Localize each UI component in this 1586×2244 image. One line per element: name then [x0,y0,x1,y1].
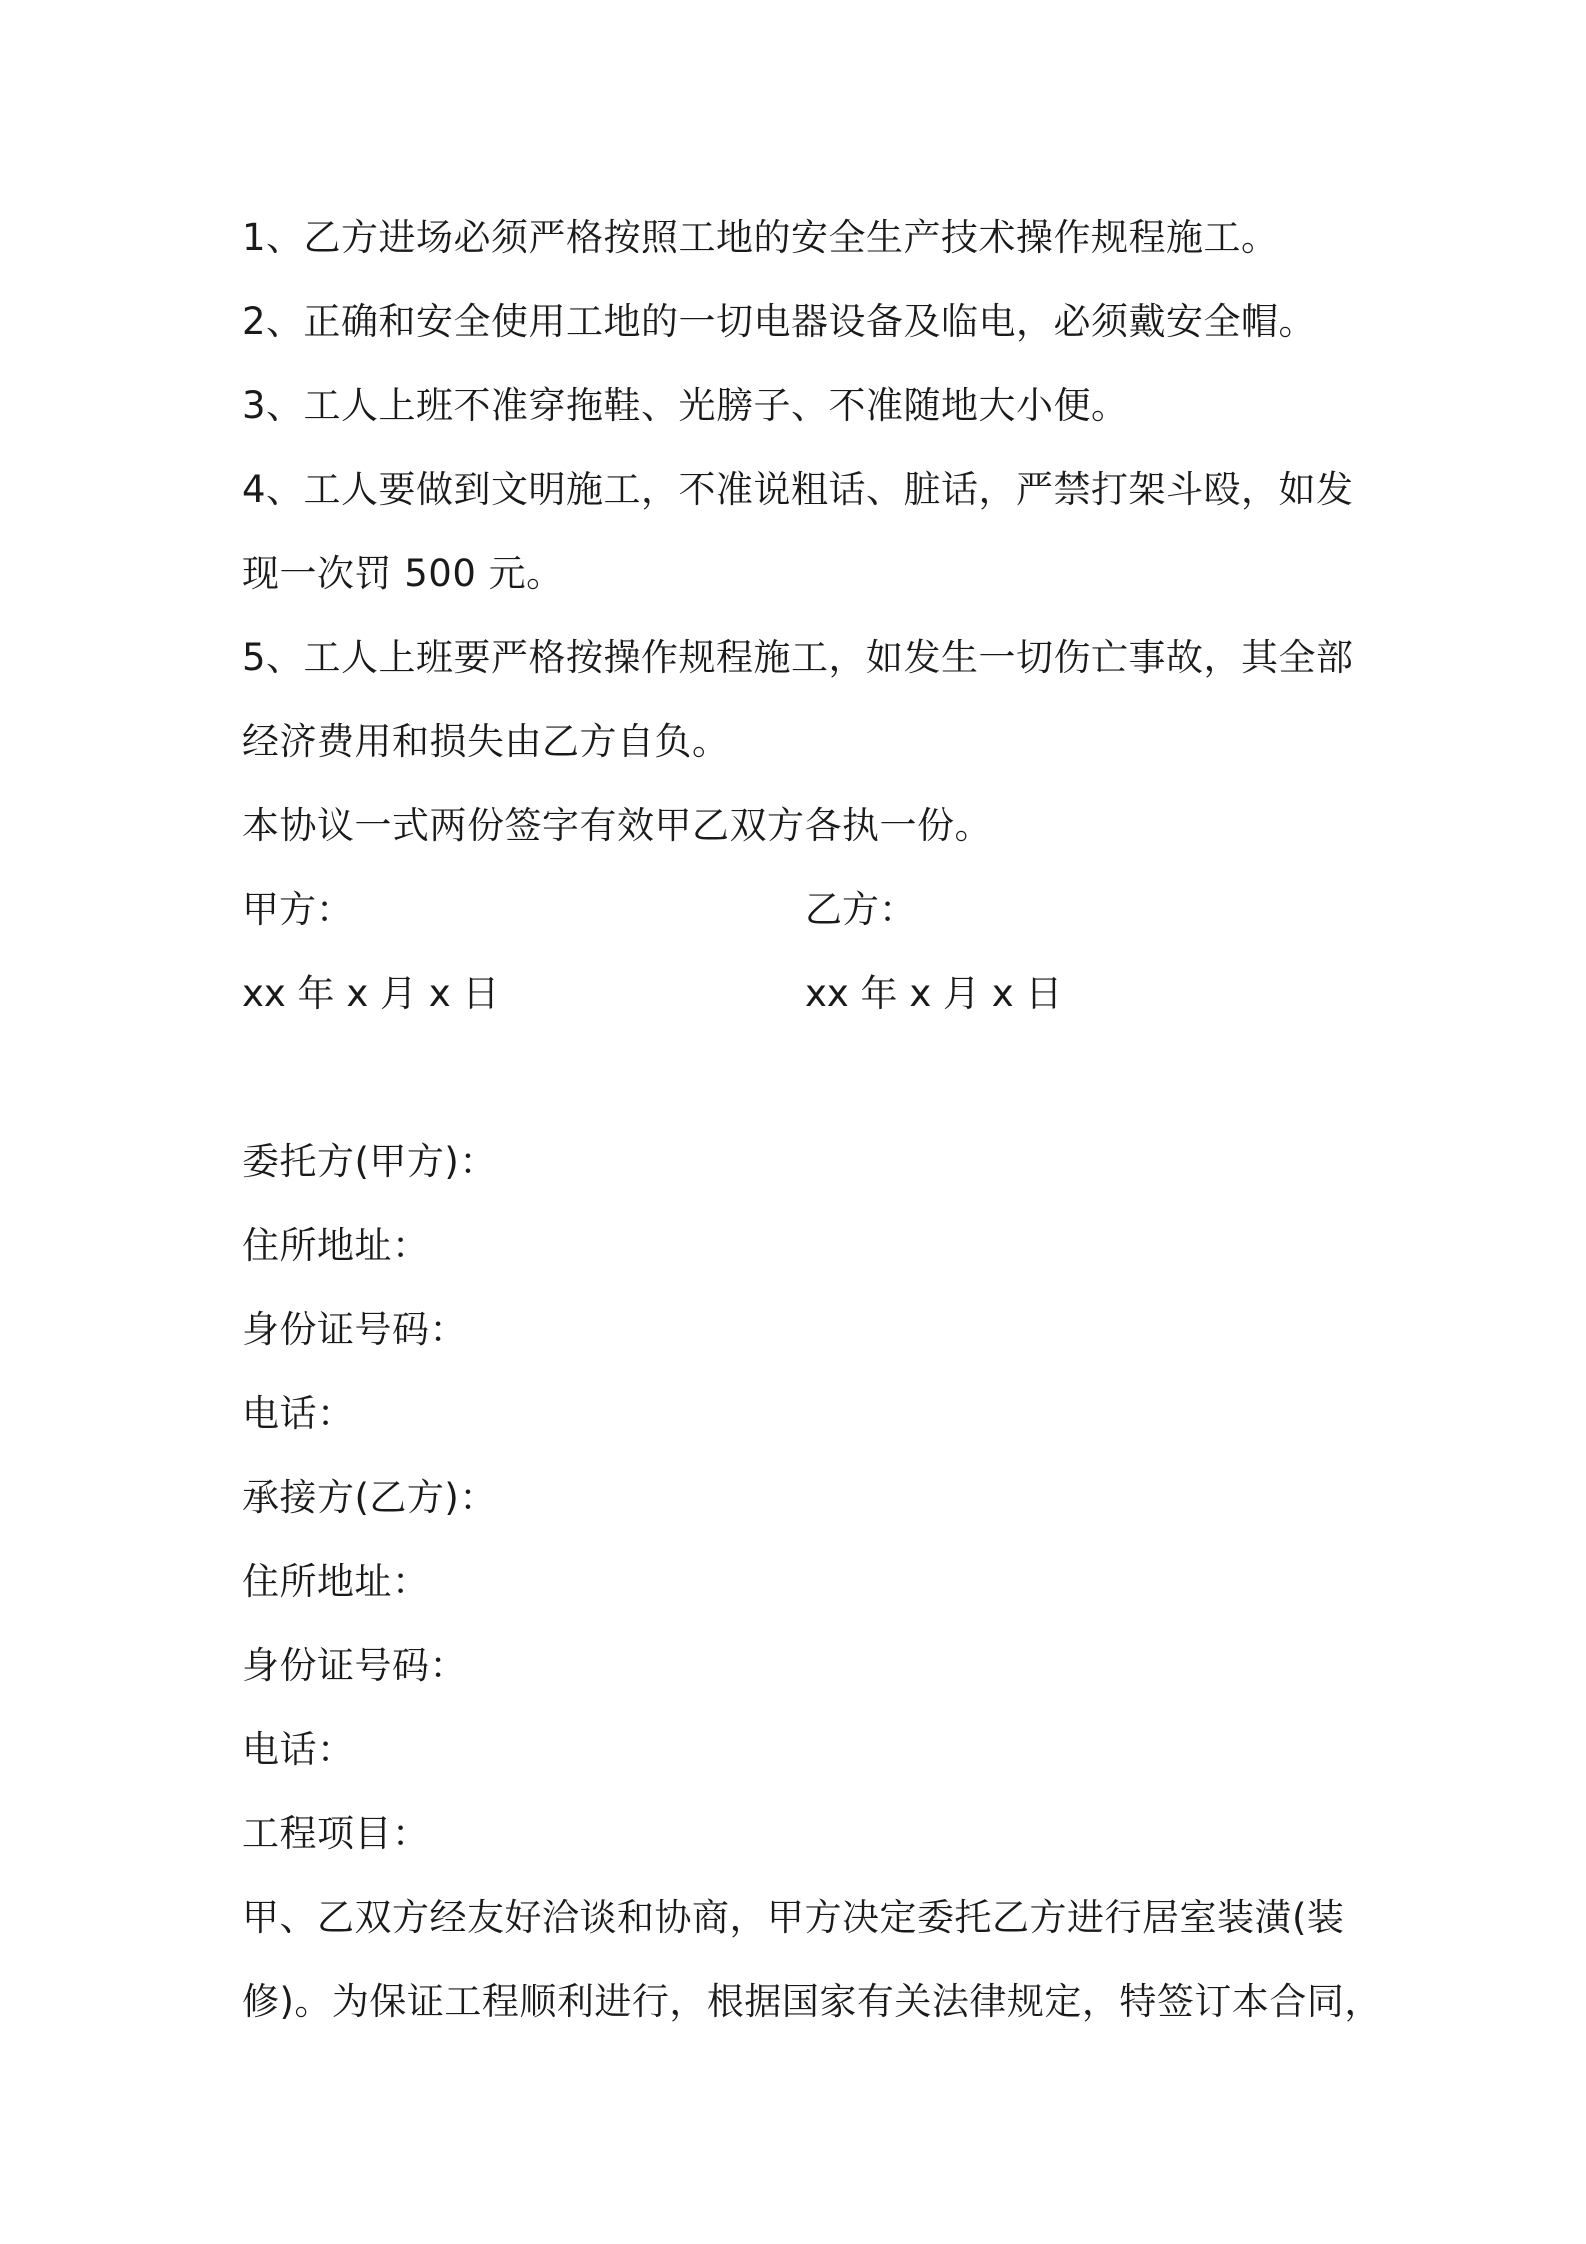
agreement-copies-note: 本协议一式两份签字有效甲乙双方各执一份。 [242,804,992,847]
rule-4-line-2: 现一次罚 500 元。 [242,552,564,595]
project-intro-line-1: 甲、乙双方经友好洽谈和协商，甲方决定委托乙方进行居室装潢(装 [242,1896,1345,1939]
signature-party-row [242,868,1352,952]
party-a-date: xx 年 x 月 x 日 [242,972,500,1015]
party-b-signature-label: 乙方： [805,888,916,931]
section-spacer [242,1036,1352,1120]
client-title: 委托方(甲方)： [242,1140,497,1183]
rule-3: 3、工人上班不准穿拖鞋、光膀子、不准随地大小便。 [242,384,1129,427]
rule-1: 1、乙方进场必须严格按照工地的安全生产技术操作规程施工。 [242,216,1279,259]
document-body [242,196,1382,2044]
project-intro-line-2: 修)。为保证工程顺利进行，根据国家有关法律规定，特签订本合同， [242,1980,1382,2023]
client-id-number: 身份证号码： [242,1308,467,1351]
rule-5-line-2: 经济费用和损失由乙方自负。 [242,720,730,763]
contractor-address: 住所地址： [242,1560,430,1603]
contractor-phone: 电话： [242,1728,355,1771]
client-phone: 电话： [242,1392,355,1435]
contractor-id-number: 身份证号码： [242,1644,467,1687]
contractor-title: 承接方(乙方)： [242,1476,497,1519]
rule-2: 2、正确和安全使用工地的一切电器设备及临电，必须戴安全帽。 [242,300,1317,343]
party-a-signature-label: 甲方： [242,888,353,931]
rule-5-line-1: 5、工人上班要严格按操作规程施工，如发生一切伤亡事故，其全部 [242,636,1354,679]
signature-date-row [242,952,1352,1036]
client-address: 住所地址： [242,1224,430,1267]
party-b-date: xx 年 x 月 x 日 [805,972,1063,1015]
project-label: 工程项目： [242,1812,430,1855]
rule-4-line-1: 4、工人要做到文明施工，不准说粗话、脏话，严禁打架斗殴，如发 [242,468,1354,511]
